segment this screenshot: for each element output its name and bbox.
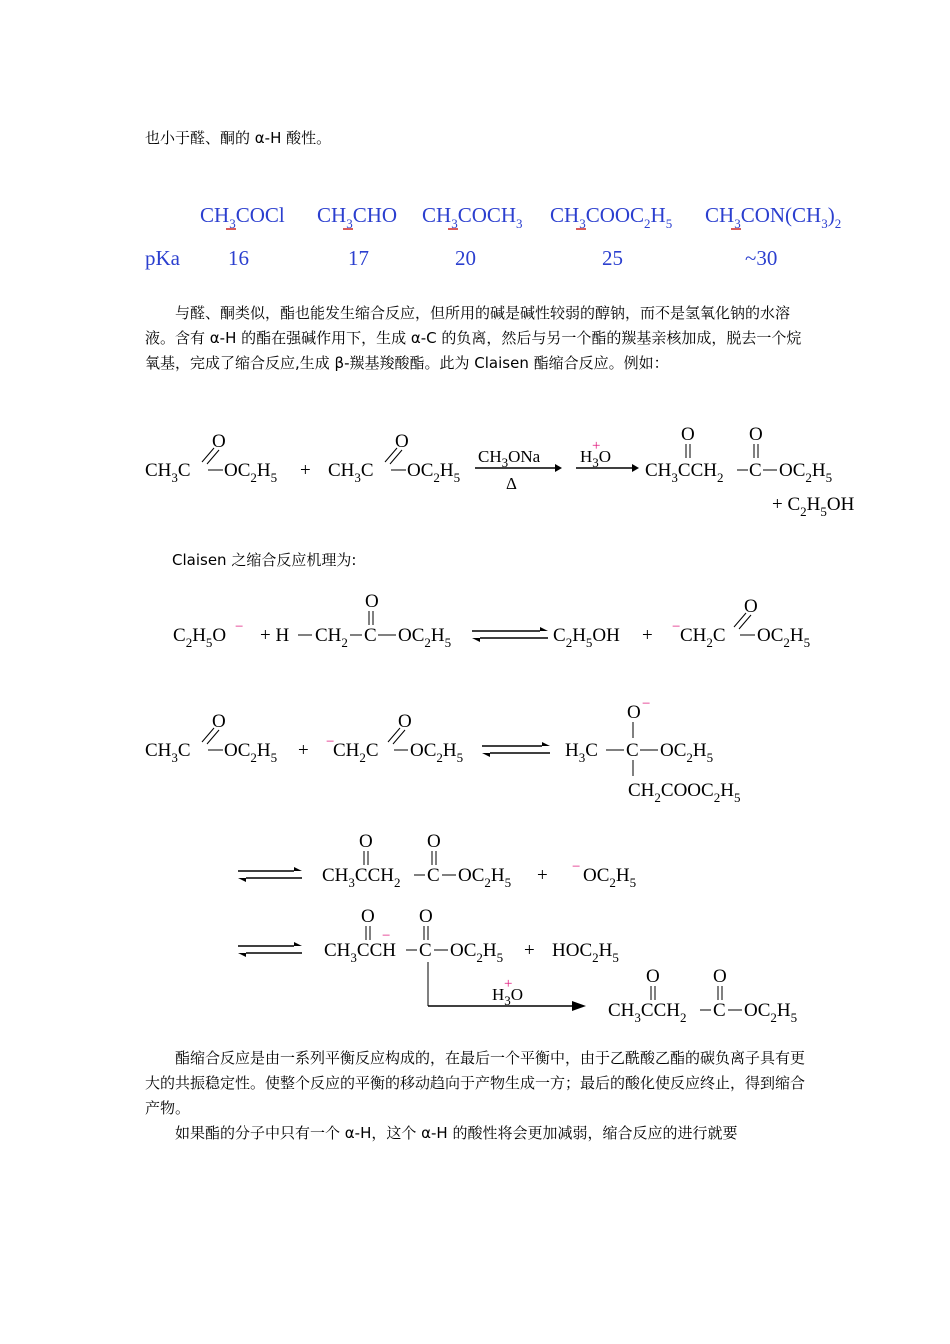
svg-text:CH2COOC2H5: $CH_2COOC_2H_5$ — [628, 780, 741, 805]
svg-text:OC2H5: $OC_2H_5$ — [224, 460, 278, 485]
claisen-overall-reaction — [140, 420, 900, 525]
svg-text:O: O — [749, 424, 763, 445]
svg-text:−: − — [572, 859, 581, 875]
pka-table — [140, 190, 900, 280]
svg-text:+: + — [300, 460, 311, 481]
svg-text:O: O — [212, 711, 226, 732]
svg-text:+: + — [524, 940, 535, 961]
svg-text:O: O — [398, 711, 412, 732]
svg-text:CH3C: $CH_3C$ — [145, 740, 191, 765]
pka-compound-acid-chloride: $CH_3COCl$ — [200, 203, 285, 231]
svg-text:C: C — [364, 625, 377, 646]
svg-text:OC2H5: $OC_2H_5$ — [583, 865, 637, 890]
svg-text:OC2H5: $OC_2H_5$ — [398, 625, 452, 650]
svg-text:−: − — [642, 700, 651, 712]
svg-text:O: O — [627, 702, 641, 723]
svg-text:O: O — [427, 831, 441, 852]
pka-value-5: ~30 — [745, 246, 778, 270]
svg-text:O: O — [359, 831, 373, 852]
svg-text:CH3CCH2: $CH_3CCH_2$ — [645, 460, 724, 485]
svg-text:CH3ONa: $CH_3ONa$ — [478, 447, 541, 470]
svg-text:O: O — [744, 596, 758, 617]
svg-text:C2H5O: $C_2H_5O$ — [173, 625, 227, 650]
svg-text:CH2: $CH_2$ — [315, 625, 348, 650]
svg-text:HOC2H5: $HOC_2H_5$ — [552, 940, 619, 965]
mechanism-step-3 — [140, 825, 900, 895]
pka-value-4: 25 — [602, 246, 623, 270]
mechanism-heading: Claisen 之缩合反应机理为: — [172, 551, 357, 569]
pka-value-1: 16 — [228, 246, 249, 270]
svg-text:−: − — [326, 734, 335, 750]
svg-text:O: O — [395, 431, 409, 452]
svg-text:O: O — [361, 906, 375, 927]
paragraph-single-alpha-h: 如果酯的分子中只有一个 α-H，这个 α-H 的酸性将会更加减弱，缩合反应的进行就要 — [175, 1124, 738, 1142]
paragraph-equilibrium: 酯缩合反应是由一系列平衡反应构成的，在最后一个平衡中，由于乙酰酸乙酯的碳负离子具有更大的共振稳定性。使整个反应的平衡的移动趋向于产物生成一方；最后的酸化使反应终止，得到缩合产物。 — [145, 1049, 806, 1117]
svg-text:C: C — [419, 940, 432, 961]
svg-text:+: + — [592, 438, 601, 454]
svg-text:OC2H5: $OC_2H_5$ — [744, 1000, 798, 1025]
pka-value-2: 17 — [348, 246, 369, 270]
svg-text:OC2H5: $OC_2H_5$ — [450, 940, 504, 965]
svg-text:−: − — [235, 619, 244, 635]
svg-text:CH3C: $CH_3C$ — [328, 460, 374, 485]
svg-text:O: O — [365, 591, 379, 612]
pka-compound-amide: $CH_3CON(CH_3)_2$ — [705, 203, 842, 231]
svg-text:CH2C: $CH_2C$ — [333, 740, 379, 765]
svg-text:OC2H5: $OC_2H_5$ — [779, 460, 833, 485]
pka-compound-aldehyde: $CH_3CHO$ — [317, 203, 398, 231]
svg-text:+ H: + H — [260, 625, 290, 646]
pka-value-3: 20 — [455, 246, 476, 270]
svg-text:+ C2H5OH: + $C_2H_5OH$ — [772, 494, 855, 519]
pka-compound-ester: $CH_3COOC_2H_5$ — [550, 203, 673, 231]
svg-text:O: O — [212, 431, 226, 452]
svg-text:+: + — [642, 625, 653, 646]
svg-text:+: + — [298, 740, 309, 761]
svg-text:O: O — [646, 966, 660, 987]
intro-line: 也小于醛、酮的 α-H 酸性。 — [145, 129, 332, 147]
svg-text:C: C — [749, 460, 762, 481]
svg-text:O: O — [713, 966, 727, 987]
svg-text:CH3CCH: $CH_3CCH$ — [324, 940, 396, 965]
svg-text:+: + — [537, 865, 548, 886]
svg-text:H3O: $H_3O$ — [580, 447, 612, 470]
svg-text:OC2H5: $OC_2H_5$ — [224, 740, 278, 765]
svg-text:OC2H5: $OC_2H_5$ — [757, 625, 811, 650]
mechanism-step-1 — [140, 585, 900, 660]
svg-text:OC2H5: $OC_2H_5$ — [458, 865, 512, 890]
svg-text:O: O — [681, 424, 695, 445]
svg-text:CH3CCH2: $CH_3CCH_2$ — [322, 865, 401, 890]
mechanism-step-2 — [140, 700, 900, 810]
svg-text:CH2C: $CH_2C$ — [680, 625, 726, 650]
svg-text:OC2H5: $OC_2H_5$ — [410, 740, 464, 765]
svg-text:CH3C: $CH_3C$ — [145, 460, 191, 485]
svg-text:−: − — [382, 928, 391, 944]
svg-text:H3C: $H_3C$ — [565, 740, 598, 765]
paragraph-claisen: 与醛、酮类似，酯也能发生缩合反应，但所用的碱是碱性较弱的醇钠，而不是氢氧化钠的水溶液。含有 α-H 的酯在强碱作用下，生成 α-C 的负离，然后与另一个酯的羰基亲核加成，脱去一个烷氧基，完成了缩合反应,生成 β-羰基羧酸酯。此为 Claisen 酯缩合反应。例如： — [145, 304, 802, 372]
svg-text:C: C — [626, 740, 639, 761]
mechanism-step-4 — [140, 900, 900, 1030]
svg-text:C: C — [427, 865, 440, 886]
svg-text:OC2H5: $OC_2H_5$ — [660, 740, 714, 765]
svg-text:+: + — [504, 976, 513, 992]
svg-text:CH3CCH2: $CH_3CCH_2$ — [608, 1000, 687, 1025]
svg-text:H3O: $H_3O$ — [492, 985, 524, 1008]
svg-text:O: O — [419, 906, 433, 927]
svg-text:C2H5OH: $C_2H_5OH$ — [553, 625, 620, 650]
pka-label: pKa — [145, 246, 180, 270]
svg-text:−: − — [672, 619, 681, 635]
svg-text:OC2H5: $OC_2H_5$ — [407, 460, 461, 485]
heat-symbol: Δ — [506, 474, 517, 493]
pka-compound-ketone: $CH_3COCH_3$ — [422, 203, 523, 231]
svg-text:C: C — [713, 1000, 726, 1021]
